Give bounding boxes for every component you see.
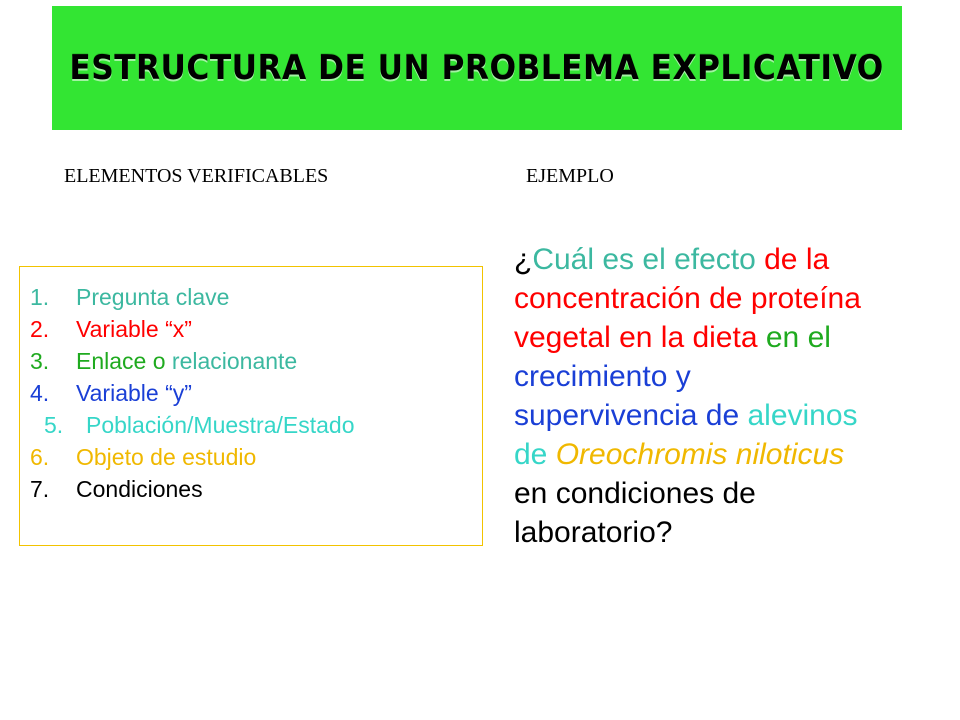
- list-item-number: 5.: [44, 412, 64, 438]
- example-line-2: concentración de proteína: [514, 282, 861, 315]
- example-line-6: [514, 435, 954, 474]
- list-item-label: Población/Muestra/Estado: [86, 412, 355, 438]
- example-population-cont: de: [514, 438, 556, 471]
- list-item-objeto: [30, 441, 355, 473]
- example-question: [514, 240, 954, 552]
- list-item-label-secondary: relacionante: [171, 348, 298, 374]
- example-link: en el: [765, 321, 831, 354]
- page-title: ESTRUCTURA DE UN PROBLEMA EXPLICATIVO: [69, 48, 885, 88]
- example-variable-y: supervivencia de: [514, 399, 748, 432]
- elements-box: [19, 266, 483, 546]
- list-item-number: 7.: [30, 476, 50, 502]
- list-item-number: 6.: [30, 444, 50, 470]
- example-line-3: [514, 318, 954, 357]
- list-item-pregunta-clave: [30, 281, 355, 313]
- example-line-8: laboratorio?: [514, 516, 673, 549]
- header-elementos-verificables: ELEMENTOS VERIFICABLES: [64, 165, 329, 187]
- example-study-object: Oreochromis niloticus: [555, 438, 845, 471]
- header-ejemplo: EJEMPLO: [526, 165, 614, 187]
- elements-list: [30, 281, 355, 505]
- list-item-label: Variable “y”: [76, 380, 192, 406]
- list-item-number: 2.: [30, 316, 50, 342]
- list-item-number: 1.: [30, 284, 50, 310]
- example-key-question: Cuál es el efecto: [532, 243, 765, 276]
- list-item-label: Condiciones: [76, 476, 203, 502]
- list-item-number: 4.: [30, 380, 50, 406]
- example-population: alevinos: [747, 399, 858, 432]
- example-variable-x-cont: vegetal en la dieta: [514, 321, 766, 354]
- example-line-1: [514, 240, 954, 279]
- list-item-label: Enlace o: [76, 348, 172, 374]
- list-item-label: Variable “x”: [76, 316, 192, 342]
- list-item-label: Pregunta clave: [76, 284, 230, 310]
- list-item-poblacion: [30, 409, 355, 441]
- list-item-condiciones: [30, 473, 355, 505]
- list-item-number: 3.: [30, 348, 50, 374]
- example-line-4: crecimiento y: [514, 360, 691, 393]
- example-line-5: [514, 396, 954, 435]
- list-item-variable-x: [30, 313, 355, 345]
- example-line-7: en condiciones de: [514, 477, 756, 510]
- example-variable-x: de la: [764, 243, 830, 276]
- example-opening-mark: ¿: [514, 243, 533, 276]
- list-item-variable-y: [30, 377, 355, 409]
- list-item-label: Objeto de estudio: [76, 444, 257, 470]
- title-banner: [52, 6, 902, 130]
- list-item-enlace: [30, 345, 355, 377]
